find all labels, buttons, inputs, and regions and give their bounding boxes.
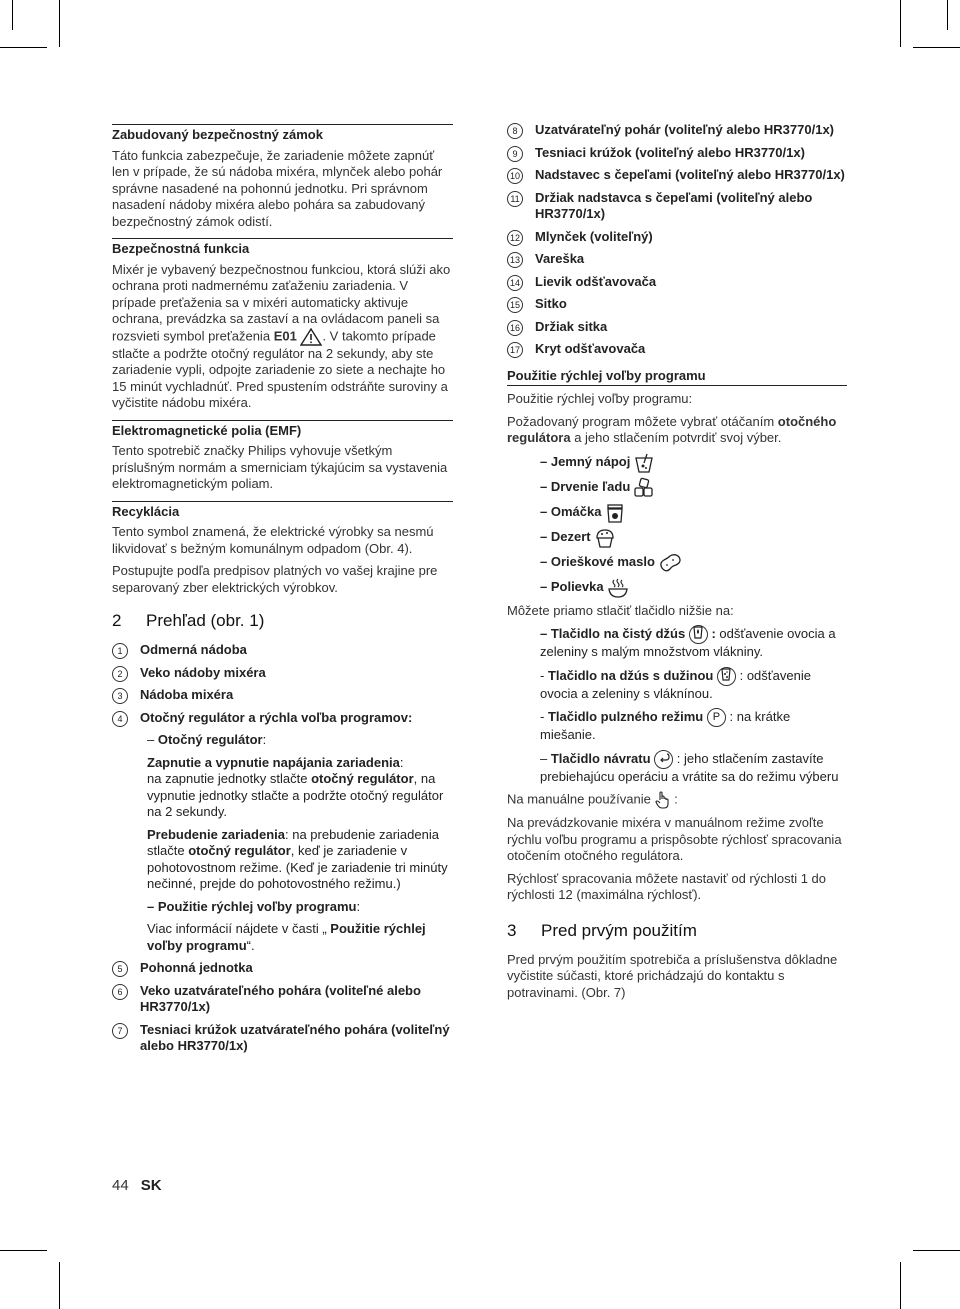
item-label: Sitko <box>535 296 567 311</box>
section-safety-function <box>112 238 453 412</box>
item-number: 14 <box>507 275 523 291</box>
item-label: Veko uzatvárateľného pohára (voliteľné alebo HR3770/1x) <box>140 982 421 1014</box>
crop-mark <box>900 1262 901 1309</box>
section-body <box>112 262 453 412</box>
quick-title: – Použitie rýchlej voľby programu <box>147 898 357 914</box>
section-body: Postupujte podľa predpisov platných vo vašej krajine pre separovaný zber elektrických výrobkov. <box>112 563 438 595</box>
back-button-icon <box>654 750 673 769</box>
knob-ref: otočného regulátora <box>507 413 837 445</box>
item-number: 12 <box>507 230 523 246</box>
item-number: 8 <box>507 123 523 139</box>
list-item <box>507 145 847 162</box>
sauce-jar-icon <box>604 502 626 524</box>
button-desc: : na krátke miešanie. <box>540 708 791 742</box>
item-label: Tesniaci krúžok (voliteľný alebo HR3770/1x) <box>535 144 805 160</box>
program-label: – Jemný nápoj <box>540 454 631 470</box>
list-item <box>112 983 453 1016</box>
program-label: – Orieškové maslo <box>540 554 655 570</box>
power-text: , na vypnutie jednotky stlačte a podržte otočný regulátor na 2 sekundy. <box>147 771 444 819</box>
list-item <box>112 665 453 682</box>
item-label: Nadstavec s čepeľami (voliteľný alebo HR3770/1x) <box>535 167 845 182</box>
overload-code: E01 <box>273 327 297 343</box>
clear-juice-button-icon <box>689 625 708 644</box>
quick-intro: Použitie rýchlej voľby programu: <box>507 391 693 406</box>
section-safety-lock <box>112 124 453 230</box>
pulp-juice-button-icon <box>717 667 736 686</box>
pulse-item <box>507 708 847 744</box>
item-number: 10 <box>507 168 523 184</box>
direct-buttons-intro: Môžete priamo stlačiť tlačidlo nižšie na: <box>507 602 734 618</box>
dash: – <box>147 732 158 747</box>
item-number: 13 <box>507 252 523 268</box>
section-heading: Použitie rýchlej voľby programu <box>507 366 847 387</box>
smoothie-glass-icon <box>633 453 655 473</box>
item-number: 2 <box>112 666 128 682</box>
button-desc: odšťavenie ovocia a zeleniny s malým množstvom vlákniny. <box>540 625 836 659</box>
soup-bowl-icon <box>607 577 629 599</box>
dash: - <box>540 667 548 683</box>
chapter-number: 2 <box>112 611 122 630</box>
item-number: 16 <box>507 320 523 336</box>
warning-icon <box>300 328 322 346</box>
wake-text: , keď je zariadenie v pohotovostnom režime. (Keď je zariadenie tri minúty nečinné, prejde do pohotovostného režimu.) <box>147 843 448 891</box>
program-soup <box>507 578 847 598</box>
program-nut-butter <box>507 553 847 573</box>
item-number: 11 <box>507 191 523 207</box>
back-item <box>507 750 847 786</box>
section-recycling <box>112 501 453 597</box>
list-item <box>507 274 847 291</box>
item-label: Tesniaci krúžok uzatvárateľného pohára (voliteľný alebo HR3770/1x) <box>140 1021 450 1053</box>
list-item <box>112 1022 453 1055</box>
list-item <box>507 167 847 184</box>
quick-subitem <box>112 899 453 916</box>
section-heading: Bezpečnostná funkcia <box>112 238 453 258</box>
item-label: Nádoba mixéra <box>140 687 234 702</box>
left-column <box>112 124 453 1061</box>
crop-mark <box>0 47 47 48</box>
button-title: Tlačidlo na džús s dužinou <box>547 667 714 683</box>
manual-desc: Na prevádzkovanie mixéra v manuálnom režime zvoľte rýchlu voľbu programu a prispôsobte rýchlosť spracovania otočením otočného regulátora. <box>507 815 842 863</box>
crop-mark <box>913 47 960 48</box>
right-column <box>507 122 847 1007</box>
item-label: Držiak nadstavca s čepeľami (voliteľný alebo HR3770/1x) <box>535 189 813 221</box>
body-text: . V takomto prípade stlačte a podržte otočný regulátor na 2 sekundy, aby ste zariadenie vypli, odpojte zariadenie zo siete a nechajte ho 15 minút vychladnúť. Pred spustením odstráňte suroviny a vyčistite nádobu mixéra. <box>112 327 448 410</box>
item-number: 7 <box>112 1023 128 1039</box>
colon: : <box>262 732 267 747</box>
speed-desc: Rýchlosť spracovania môžete nastaviť od rýchlosti 1 do rýchlosti 12 (maximálna rýchlosť). <box>507 870 827 902</box>
chapter-heading <box>112 610 453 632</box>
crop-mark <box>913 1250 960 1251</box>
button-title: Tlačidlo návratu <box>550 750 651 766</box>
item-label: Odmerná nádoba <box>140 642 247 657</box>
button-desc: : odšťavenie ovocia a zeleniny s vláknínou. <box>540 667 811 701</box>
knob-ref: otočný regulátor <box>188 843 291 858</box>
list-item <box>112 710 453 727</box>
crop-mark <box>0 1250 47 1251</box>
list-item <box>507 251 847 268</box>
program-label: – Omáčka <box>540 504 602 520</box>
desc-text: a jeho stlačením potvrdiť svoj výber. <box>570 430 782 445</box>
power-title: Zapnutie a vypnutie napájania zariadenia <box>147 754 400 770</box>
item-label: Veko nádoby mixéra <box>140 664 266 680</box>
crop-mark <box>59 1262 60 1309</box>
item-number: 4 <box>112 711 128 727</box>
list-item <box>507 122 847 139</box>
chapter-title: Prehľad (obr. 1) <box>146 611 265 630</box>
desc-text: Požadovaný program môžete vybrať otáčaním <box>507 413 778 429</box>
list-item <box>507 190 847 223</box>
quick-desc <box>507 414 847 447</box>
section-link[interactable]: Použitie rýchlej voľby programu <box>147 921 426 953</box>
list-item <box>112 687 453 704</box>
manual-use <box>507 791 847 809</box>
ice-cubes-icon <box>633 477 655 499</box>
button-title: – Tlačidlo na čistý džús <box>540 625 686 641</box>
body-text: Mixér je vybavený bezpečnostnou funkciou, ktorá slúži ako ochrana proti nadmernému zaťaženiu zariadenia. V prípade preťaženia sa v mixéri automaticky aktivuje ochrana, prevádzka sa zastaví a na ovládacom paneli sa rozsvieti symbol preťaženia <box>112 261 451 343</box>
item-number: 17 <box>507 342 523 358</box>
colon: : <box>707 625 716 641</box>
cupcake-icon <box>594 527 616 549</box>
item-label: Držiak sitka <box>535 318 608 334</box>
chapter-title: Pred prvým použitím <box>541 920 697 940</box>
item-number: 9 <box>507 146 523 162</box>
item-label: Vareška <box>535 251 585 266</box>
list-item <box>507 229 847 246</box>
peanut-icon <box>658 553 682 573</box>
section-quick-select <box>507 366 847 904</box>
first-use-text: Pred prvým použitím spotrebiča a príslušenstva dôkladne vyčistite súčasti, ktoré prichádzajú do kontaktu s potravinami. (Obr. 7) <box>507 951 838 1000</box>
button-title: Tlačidlo pulzného režimu <box>547 708 704 724</box>
wake-text: : na prebudenie zariadenia stlačte <box>147 826 439 858</box>
program-label: – Dezert <box>540 529 591 545</box>
section-heading: Recyklácia <box>112 501 453 521</box>
crop-mark <box>12 0 13 30</box>
item-label: Uzatvárateľný pohár (voliteľný alebo HR3770/1x) <box>535 122 835 137</box>
item-label: Kryt odšťavovača <box>535 341 646 356</box>
item-label: Pohonná jednotka <box>140 960 253 975</box>
program-dessert <box>507 528 847 548</box>
list-item <box>507 319 847 336</box>
clear-juice-item <box>507 625 847 661</box>
section-heading: Zabudovaný bezpečnostný zámok <box>112 124 453 144</box>
program-smoothie <box>507 453 847 473</box>
knob-label: Otočný regulátor <box>157 732 263 747</box>
item-number: 6 <box>112 984 128 1000</box>
section-body: Táto funkcia zabezpečuje, že zariadenie môžete zapnúť len v prípade, že sú nádoba mixéra, mlynček alebo pohár správne nasadené na pohonnú jednotku. Pri správnom nasadení nádoby mixéra alebo pohára sa zabudovaný bezpečnostný zámok odistí. <box>112 147 443 229</box>
wake-title: Prebudenie zariadenia <box>147 826 285 842</box>
section-emf <box>112 420 453 493</box>
item-label: Mlynček (voliteľný) <box>535 228 653 244</box>
colon: : <box>670 791 678 807</box>
dash: - <box>540 708 548 724</box>
crop-mark <box>900 0 901 47</box>
item-label: Lievik odšťavovača <box>535 273 657 289</box>
chapter-number: 3 <box>507 920 517 940</box>
language-code: SK <box>140 1177 162 1194</box>
manual-label: Na manuálne používanie <box>507 791 651 807</box>
power-text: na zapnutie jednotky stlačte <box>147 771 312 786</box>
crop-mark <box>59 0 60 47</box>
more-text: Viac informácií nájdete v časti „ <box>147 921 331 936</box>
list-item <box>112 642 453 659</box>
chapter-heading <box>507 920 847 942</box>
dash: – <box>540 750 551 766</box>
page-number: 44 <box>112 1177 129 1194</box>
section-body: Tento spotrebič značky Philips vyhovuje všetkým príslušným normám a smerniciam týkajúcim sa vystavenia elektromagnetickým poliam. <box>112 443 448 491</box>
hand-pointer-icon <box>654 791 670 809</box>
pulp-juice-item <box>507 667 847 703</box>
wake-subitem <box>112 827 453 893</box>
page-footer <box>112 1178 162 1195</box>
item-number: 3 <box>112 688 128 704</box>
item-number: 1 <box>112 643 128 659</box>
power-subitem <box>112 755 453 821</box>
list-item <box>507 296 847 313</box>
item-number: 5 <box>112 961 128 977</box>
program-sauce <box>507 503 847 523</box>
more-text: “. <box>246 937 255 953</box>
knob-ref: otočný regulátor <box>311 771 414 786</box>
knob-subitem <box>112 732 453 749</box>
list-item <box>507 341 847 358</box>
list-item <box>112 960 453 977</box>
section-heading: Elektromagnetické polia (EMF) <box>112 420 453 440</box>
colon: : <box>399 754 404 770</box>
item-number: 15 <box>507 297 523 313</box>
item-label: Otočný regulátor a rýchla voľba programov: <box>140 709 413 725</box>
more-info <box>112 921 453 954</box>
pulse-button-icon: P <box>707 708 726 727</box>
crop-mark <box>947 0 948 30</box>
button-desc: : jeho stlačením zastavíte prebiehajúcu operáciu a vrátite sa do režimu výberu <box>540 750 839 784</box>
program-label: – Drvenie ľadu <box>540 479 631 495</box>
program-label: – Polievka <box>540 579 604 595</box>
program-ice-crush <box>507 478 847 498</box>
colon: : <box>356 898 361 914</box>
section-body: Tento symbol znamená, že elektrické výrobky sa nesmú likvidovať s bežným komunálnym odpadom (Obr. 4). <box>112 524 434 556</box>
